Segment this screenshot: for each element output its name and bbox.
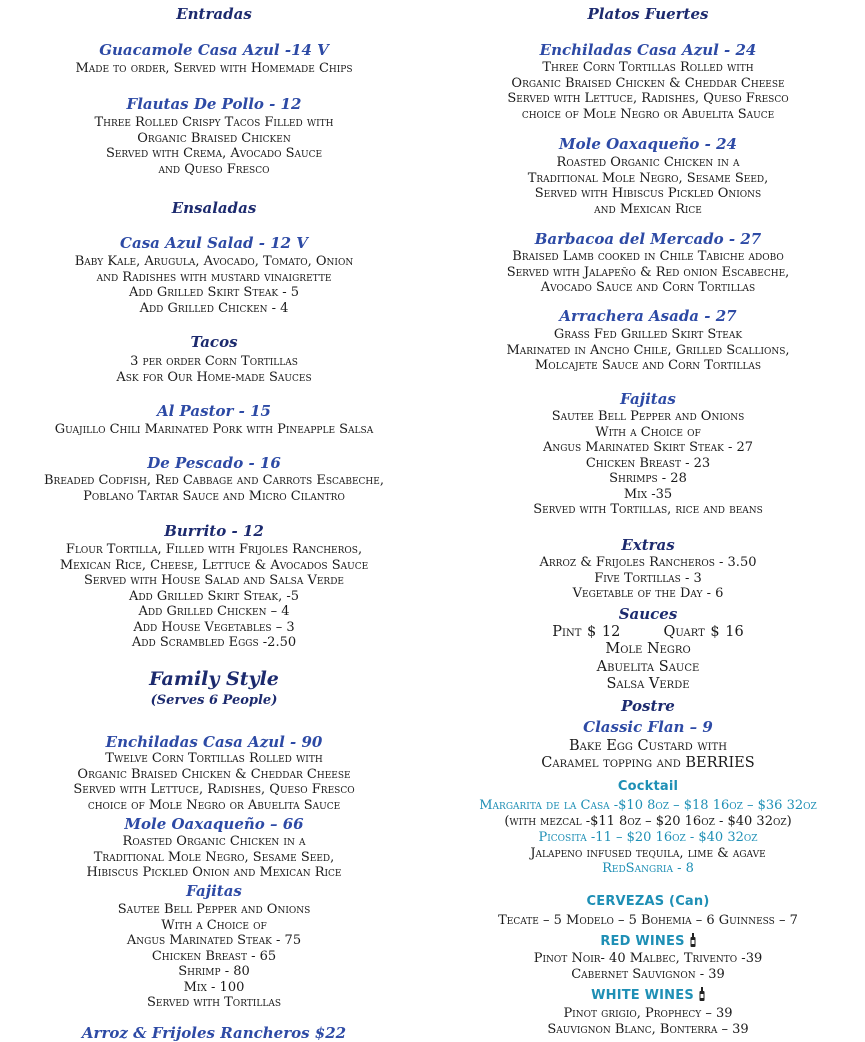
dish-fajitas-title: Fajitas: [620, 390, 676, 408]
menu-line: Angus Marinated Steak - 75: [126, 933, 302, 948]
fam-fajitas-desc: [0, 902, 428, 1011]
cocktail-margarita: Margarita de la Casa -$10 8oz – $18 16oz – $36 32oz: [479, 798, 817, 813]
section-white-wines: [438, 987, 858, 1004]
menu-line: Chicken Breast - 65: [151, 948, 277, 964]
fam-mole-desc: [0, 834, 428, 881]
menu-line: Served with Crema, Avocado Sauce: [105, 146, 323, 161]
dish-fajitas-desc: [438, 409, 858, 518]
section-ensaladas: Ensaladas: [171, 199, 257, 217]
wine-bottle-icon: [699, 987, 705, 1001]
menu-line: Served with Jalapeño & Red onion Escabeche,: [506, 264, 790, 280]
extras-desc: [438, 555, 858, 602]
menu-line: Chicken Breast - 23: [585, 455, 711, 471]
section-red-wines: [438, 933, 858, 950]
menu-line: Pinot grigio, Prophecy – 39: [563, 1006, 733, 1021]
menu-line: Sautee Bell Pepper and Onions: [551, 409, 745, 424]
menu-line: Mix -35: [623, 486, 673, 502]
menu-line: Served with House Salad and Salsa Verde: [84, 573, 344, 588]
menu-line: Served with Tortillas, rice and beans: [533, 502, 763, 517]
menu-line: Baby Kale, Arugula, Avocado, Tomato, Onion: [74, 254, 354, 269]
fam-enchiladas-desc: [0, 751, 428, 813]
menu-line: Mix - 100: [183, 979, 245, 995]
menu-line: Twelve Corn Tortillas Rolled with: [105, 751, 323, 766]
dish-mole-title: Mole Oaxaqueño - 24: [559, 135, 737, 153]
menu-line: Traditional Mole Negro, Sesame Seed,: [527, 170, 769, 186]
white-wines-list: [438, 1006, 858, 1037]
tacos-desc: [0, 354, 428, 385]
fam-enchiladas-title: Enchiladas Casa Azul - 90: [105, 733, 323, 751]
menu-line: choice of Mole Negro or Abuelita Sauce: [521, 106, 775, 122]
menu-line: Guajillo Chili Marinated Pork with Pineapple Salsa: [54, 422, 374, 437]
section-entradas: Entradas: [176, 5, 252, 23]
dish-flan-title: Classic Flan – 9: [583, 718, 713, 736]
menu-line: Caramel topping and BERRIES: [541, 755, 755, 771]
section-cervezas: CERVEZAS (Can): [586, 894, 710, 909]
menu-line: Poblano Tartar Sauce and Micro Cilantro: [83, 488, 345, 504]
menu-line: With a Choice of: [161, 917, 267, 933]
menu-line: Served with Lettuce, Radishes, Queso Fresco: [507, 91, 789, 106]
menu-line: Mexican Rice, Cheese, Lettuce & Avocados Sauce: [59, 557, 369, 573]
menu-line: Organic Braised Chicken & Cheddar Cheese: [511, 75, 785, 91]
dish-al-pastor-title: Al Pastor - 15: [157, 402, 271, 420]
fam-arroz-title: Arroz & Frijoles Rancheros $22: [81, 1024, 347, 1042]
menu-line: Abuelita Sauce: [596, 658, 700, 675]
menu-line: Shrimps - 28: [609, 471, 687, 486]
menu-line: Served with Lettuce, Radishes, Queso Fresco: [73, 782, 355, 797]
menu-line: Flour Tortilla, Filled with Frijoles Rancheros,: [65, 542, 363, 557]
red-wines-label: RED WINES: [600, 934, 685, 949]
dish-enchiladas-desc: [438, 60, 858, 122]
menu-line: Ask for Our Home-made Sauces: [116, 369, 312, 385]
cocktail-sangria: RedSangria - 8: [602, 861, 694, 876]
menu-line: Add Grilled Chicken - 4: [139, 300, 289, 316]
cocktail-picosita: Picosita -11 – $20 16oz - $40 32oz: [538, 830, 758, 845]
dish-flan-desc: [438, 738, 858, 772]
sauce-quart-price: Quart $ 16: [663, 624, 744, 640]
menu-line: Add Grilled Chicken – 4: [138, 604, 290, 619]
menu-line: 3 per order Corn Tortillas: [130, 354, 298, 369]
dish-barbacoa-desc: [438, 249, 858, 296]
red-wines-list: [438, 951, 858, 982]
menu-line: Molcajete Sauce and Corn Tortillas: [534, 358, 762, 373]
dish-arrachera-title: Arrachera Asada - 27: [559, 307, 737, 325]
menu-line: Mole Negro: [605, 641, 691, 657]
menu-line: and Mexican Rice: [594, 201, 702, 217]
sauce-pint-price: Pint $ 12: [552, 624, 621, 640]
white-wines-label: WHITE WINES: [591, 988, 694, 1003]
menu-line: Add Grilled Skirt Steak, -5: [128, 588, 300, 604]
dish-mole-desc: [438, 155, 858, 217]
menu-line: Add Scrambled Eggs -2.50: [131, 635, 297, 650]
fam-mole-title: Mole Oaxaqueño – 66: [124, 815, 304, 833]
menu-line: and Queso Fresco: [158, 161, 270, 177]
menu-line: Cabernet Sauvignon - 39: [571, 966, 725, 982]
section-sauces: Sauces: [618, 605, 678, 623]
menu-line: Add House Vegetables – 3: [133, 619, 295, 635]
cocktail-mezcal: (with mezcal -$11 8oz – $20 16oz - $40 32oz): [504, 814, 792, 829]
dish-salad-title: Casa Azul Salad - 12 V: [120, 234, 308, 252]
menu-line: Hibiscus Pickled Onion and Mexican Rice: [86, 865, 342, 880]
menu-line: With a Choice of: [595, 424, 701, 440]
menu-line: Made to order, Served with Homemade Chips: [75, 61, 353, 76]
menu-line: Sautee Bell Pepper and Onions: [117, 902, 311, 917]
sauces-list: [438, 641, 858, 694]
dish-guacamole-title: Guacamole Casa Azul -14 V: [99, 41, 329, 59]
menu-line: Three Corn Tortillas Rolled with: [542, 60, 754, 75]
dish-burrito-title: Burrito - 12: [164, 522, 264, 540]
dish-salad-desc: [0, 254, 428, 316]
fam-fajitas-title: Fajitas: [186, 882, 242, 900]
dish-barbacoa-title: Barbacoa del Mercado - 27: [534, 230, 762, 248]
menu-line: Pinot Noir- 40 Malbec, Trivento -39: [533, 951, 763, 966]
menu-line: Breaded Codfish, Red Cabbage and Carrots Escabeche,: [44, 473, 384, 488]
dish-burrito-desc: [0, 542, 428, 651]
menu-line: Marinated in Ancho Chile, Grilled Scallions,: [506, 342, 790, 358]
menu-line: Vegetable of the Day - 6: [572, 586, 724, 601]
menu-line: Arroz & Frijoles Rancheros - 3.50: [539, 555, 757, 570]
menu-line: Shrimp - 80: [178, 964, 250, 979]
menu-line: choice of Mole Negro or Abuelita Sauce: [87, 797, 341, 813]
dish-flautas-title: Flautas De Pollo - 12: [126, 95, 302, 113]
menu-line: Salsa Verde: [606, 676, 690, 692]
sauces-prices: [438, 624, 858, 641]
menu-line: Braised Lamb cooked in Chile Tabiche adobo: [512, 249, 784, 264]
menu-line: Roasted Organic Chicken in a: [556, 155, 740, 170]
menu-line: Bake Egg Custard with: [569, 738, 727, 754]
section-extras: Extras: [621, 536, 675, 554]
section-tacos: Tacos: [190, 333, 238, 351]
menu-line: Angus Marinated Skirt Steak - 27: [542, 440, 754, 455]
dish-pescado-title: De Pescado - 16: [147, 454, 281, 472]
dish-arrachera-desc: [438, 327, 858, 374]
menu-line: Grass Fed Grilled Skirt Steak: [553, 327, 743, 342]
menu-line: and Radishes with mustard vinaigrette: [96, 269, 332, 285]
menu-line: Organic Braised Chicken & Cheddar Cheese: [77, 766, 351, 782]
dish-pescado-desc: [0, 473, 428, 504]
cervezas-list: Tecate – 5 Modelo – 5 Bohemia – 6 Guinness – 7: [498, 913, 798, 928]
cocktail-picosita-desc: Jalapeno infused tequila, lime & agave: [530, 846, 766, 861]
menu-line: Roasted Organic Chicken in a: [122, 834, 306, 849]
family-style-subtitle: (Serves 6 People): [150, 693, 278, 708]
menu-line: Add Grilled Skirt Steak - 5: [128, 285, 300, 300]
wine-bottle-icon: [690, 933, 696, 947]
menu-line: Served with Tortillas: [147, 995, 281, 1010]
dish-flautas-desc: [0, 115, 428, 177]
menu-line: Served with Hibiscus Pickled Onions: [534, 186, 762, 201]
dish-guacamole-desc: [0, 61, 428, 77]
section-postre: Postre: [621, 697, 675, 715]
menu-line: Three Rolled Crispy Tacos Filled with: [94, 115, 334, 130]
section-platos-fuertes: Platos Fuertes: [587, 5, 709, 23]
menu-line: Five Tortillas - 3: [594, 570, 702, 586]
menu-line: Traditional Mole Negro, Sesame Seed,: [93, 849, 335, 865]
menu-line: Sauvignon Blanc, Bonterra – 39: [547, 1021, 749, 1037]
family-style-title: Family Style: [149, 668, 279, 690]
section-cocktail: Cocktail: [617, 779, 679, 794]
dish-enchiladas-title: Enchiladas Casa Azul - 24: [539, 41, 757, 59]
menu-line: Organic Braised Chicken: [137, 130, 291, 146]
menu-line: Avocado Sauce and Corn Tortillas: [540, 280, 756, 295]
dish-al-pastor-desc: [0, 422, 428, 438]
